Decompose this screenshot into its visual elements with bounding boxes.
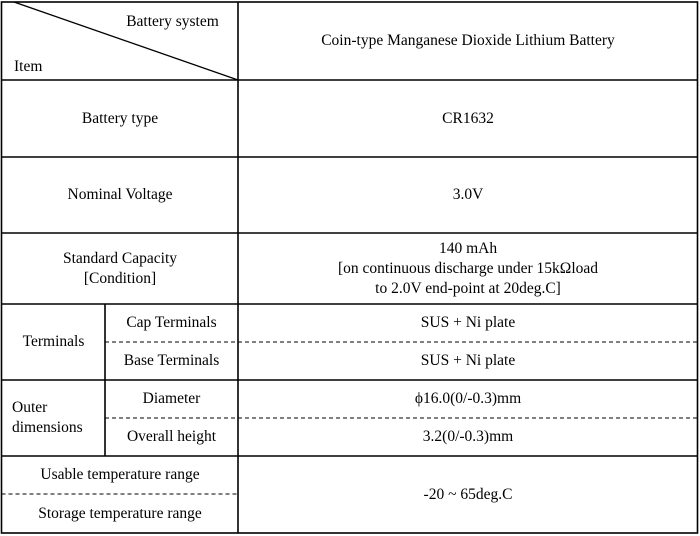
standard-capacity-label	[2, 233, 238, 304]
diameter-label: Diameter	[142, 390, 201, 407]
capacity-value-line1: 140 mAh	[438, 239, 498, 257]
header-corner-bottom: Item	[14, 58, 43, 75]
overall-height-value: 3.2(0/-0.3)mm	[422, 428, 514, 445]
outer-dimensions-line2: dimensions	[12, 419, 83, 436]
overall-height-label: Overall height	[126, 428, 217, 445]
outer-dimensions-line1: Outer	[12, 399, 48, 416]
battery-type-label: Battery type	[81, 109, 159, 127]
diameter-value: ϕ16.0(0/-0.3)mm	[414, 390, 522, 407]
capacity-value-line3: to 2.0V end-point at 20deg.C]	[375, 279, 561, 297]
nominal-voltage-value: 3.0V	[452, 186, 484, 203]
storage-temperature-label: Storage temperature range	[38, 504, 202, 522]
standard-capacity-label-line1: Standard Capacity	[62, 249, 178, 267]
base-terminals-value: SUS + Ni plate	[420, 352, 516, 369]
temperature-value: -20 ~ 65deg.C	[423, 485, 513, 503]
cap-terminals-value: SUS + Ni plate	[420, 314, 516, 331]
cap-terminals-label: Cap Terminals	[126, 314, 217, 331]
outer-dimensions-group-label	[2, 380, 105, 456]
standard-capacity-label-line2: [Condition]	[83, 269, 157, 287]
nominal-voltage-label: Nominal Voltage	[67, 186, 173, 203]
terminals-group-label: Terminals	[22, 333, 85, 350]
usable-temperature-label: Usable temperature range	[40, 466, 200, 483]
standard-capacity-value	[238, 233, 698, 304]
base-terminals-label: Base Terminals	[123, 352, 220, 369]
header-corner-top: Battery system	[126, 13, 219, 30]
battery-type-value: CR1632	[442, 109, 494, 127]
capacity-value-line2: [on continuous discharge under 15kΩload	[337, 259, 599, 277]
header-value: Coin-type Manganese Dioxide Lithium Battery	[321, 32, 615, 49]
